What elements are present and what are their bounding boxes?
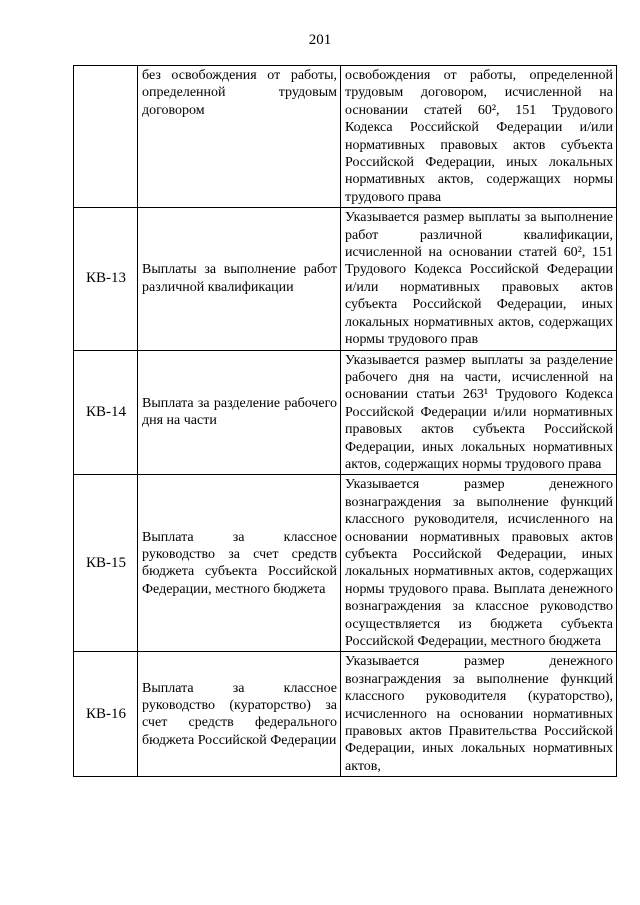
table-row <box>74 475 617 652</box>
code-cell: КВ-16 <box>74 652 138 777</box>
description-cell: Указывается размер денежного вознаграждения за выполнение функций классного руководителя (кураторство), исчисленного на основании нормативных правовых актов Правительства Российской Федерации, иных локальных нормативных актов, <box>341 652 617 777</box>
name-cell: Выплата за классное руководство за счет средств бюджета субъекта Российской Федерации, местного бюджета <box>138 475 341 652</box>
payment-codes-table <box>73 65 617 777</box>
name-cell: Выплата за разделение рабочего дня на части <box>138 350 341 475</box>
code-cell: КВ-13 <box>74 208 138 350</box>
name-cell: без освобождения от работы, определенной трудовым договором <box>138 66 341 208</box>
name-cell: Выплаты за выполнение работ различной квалификации <box>138 208 341 350</box>
table-row <box>74 652 617 777</box>
description-cell: освобождения от работы, определенной трудовым договором, исчисленной на основании статей 60², 151 Трудового Кодекса Российской Федерации и/или нормативных правовых актов субъекта Российской Федерации, иных локальных нормативных актов, содержащих нормы трудового права <box>341 66 617 208</box>
description-cell: Указывается размер денежного вознаграждения за выполнение функций классного руководителя, исчисленного на основании нормативных правовых актов субъекта Российской Федерации, иных локальных нормативных актов, содержащих нормы трудового права. Выплата денежного вознаграждения за классное руководство осуществляется из бюджета субъекта Российской Федерации, местного бюджета <box>341 475 617 652</box>
code-cell: КВ-14 <box>74 350 138 475</box>
code-cell <box>74 66 138 208</box>
name-cell: Выплата за классное руководство (кураторство) за счет средств федерального бюджета Российской Федерации <box>138 652 341 777</box>
page-number: 201 <box>308 32 332 48</box>
table-row <box>74 350 617 475</box>
table-row <box>74 208 617 350</box>
table-row <box>74 66 617 208</box>
code-cell: КВ-15 <box>74 475 138 652</box>
description-cell: Указывается размер выплаты за выполнение работ различной квалификации, исчисленной на основании статей 60², 151 Трудового Кодекса Российской Федерации и/или нормативных правовых актов субъекта Российской Федерации, иных локальных нормативных актов, содержащих нормы трудового прав <box>341 208 617 350</box>
description-cell: Указывается размер выплаты за разделение рабочего дня на части, исчисленной на основании статьи 263¹ Трудового Кодекса Российской Федерации и/или нормативных правовых актов субъекта Российской Федерации, иных локальных нормативных актов, содержащих нормы трудового права <box>341 350 617 475</box>
